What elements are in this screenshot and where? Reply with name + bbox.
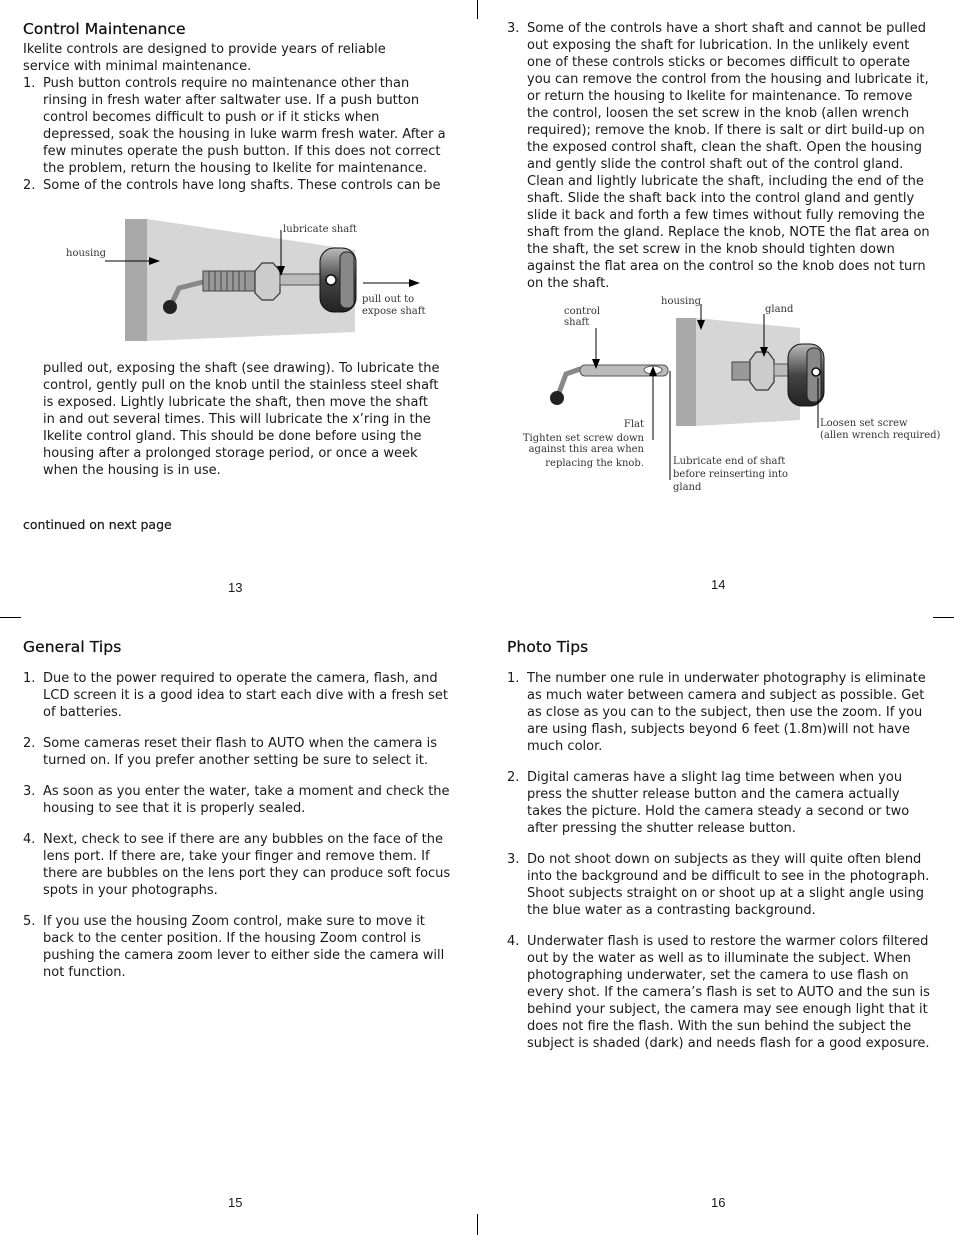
long-shaft-diagram [55, 210, 435, 345]
label-pull-out-1: pull out to [362, 294, 415, 305]
list-item: 3. Do not shoot down on subjects as they will quite often blend into the background and be difficult to see in the photograph. Shoot subjects straight on or shoot up at a slight angle using the blue water as a contrasting background. [507, 852, 930, 918]
list-item: 1. Push button controls require no maintenance other than rinsing in fresh water after saltwater use. If a push button control becomes difficult to push or if it sticks when depressed, soak the housing in luke warm fresh water. After a few minutes operate the push button. If this does not correct the problem, return the housing to Ikelite for maintenance. [23, 76, 446, 176]
list-item: 1. Due to the power required to operate the camera, flash, and LCD screen it is a good idea to start each dive with a fresh set of batteries. [23, 671, 448, 720]
continued-note: continued on next page [23, 517, 172, 532]
label-pull-out-2: expose shaft [362, 306, 426, 317]
label-housing: housing [661, 296, 702, 307]
label-lubricate-2: before reinserting into [673, 469, 788, 480]
knob-ring [340, 252, 354, 308]
label-tighten-3: replacing the knob. [545, 458, 644, 469]
page-number: 16 [711, 1195, 726, 1210]
lever-ball [550, 391, 564, 405]
label-control-shaft-1: control [564, 306, 601, 317]
gland-thread [732, 362, 752, 380]
crop-mark-top [477, 0, 478, 19]
list-item: 4. Underwater flash is used to restore the warmer colors filtered out by the water as well as to illuminate the subject. When photographing underwater, set the camera to use flash on every shot. If the camera’s flash is set to AUTO and the sun is behind your subject, the camera may see enough light that it does not fire the flash. With the sun behind the subject the subject is shaded (dark) and needs flash for a good exposure. [507, 934, 930, 1051]
page-title: Control Maintenance [23, 20, 186, 38]
housing-wall-edge [125, 219, 147, 341]
photo-tips-list [507, 670, 932, 1052]
general-tips-list [23, 670, 453, 981]
page-13 [23, 20, 453, 194]
list-item: 2. Some cameras reset their flash to AUTO when the camera is turned on. If you prefer another setting be sure to select it. [23, 736, 437, 768]
label-housing: housing [66, 248, 107, 259]
label-tighten-1: Tighten set screw down [522, 433, 644, 444]
page-title: General Tips [23, 638, 122, 656]
page-number: 13 [228, 580, 243, 595]
short-shaft-diagram [520, 290, 940, 495]
list-item: 1. The number one rule in underwater photography is eliminate as much water between camera and subject as possible. Get as close as you can to the subject, then use the zoom. If you are using flash, subjects beyond 6 feet (1.8m)will not have much color. [507, 671, 926, 754]
page-number: 15 [228, 1195, 243, 1210]
list-item: 2. Some of the controls have long shafts. These controls can be [23, 178, 441, 193]
label-loosen-2: (allen wrench required) [820, 430, 940, 441]
arrow-pull-out [409, 279, 420, 287]
label-lubricate-shaft: lubricate shaft [283, 224, 357, 235]
label-lubricate-3: gland [673, 482, 702, 493]
hex-nut [255, 263, 280, 300]
page-15 [23, 638, 453, 995]
label-flat: Flat [623, 419, 644, 430]
page-14 [507, 20, 932, 292]
housing-wall-edge [676, 318, 696, 426]
crop-mark-bottom [477, 1214, 478, 1235]
page-16 [507, 638, 932, 1066]
list-item: 2. Digital cameras have a slight lag time between when you press the shutter release button and the camera actually takes the picture. Hold the camera steady a second or two after pressing the shutter release button. [507, 770, 910, 836]
threaded-shaft [203, 271, 255, 291]
steel-shaft [280, 274, 322, 285]
list-item: 5. If you use the housing Zoom control, make sure to move it back to the center position. If the housing Zoom control is pushing the camera zoom lever to either side the camera will not function. [23, 914, 445, 980]
set-screw [326, 275, 336, 285]
label-tighten-2: against this area when [528, 444, 644, 455]
continued-paragraph: pulled out, exposing the shaft (see drawing). To lubricate the control, gently pull on the knob until the stainless steel shaft is exposed. Lightly lubricate the shaft, then move the shaft in and out several times. This will lubricate the x’ring in the Ikelite control gland. This should be done before using the housing after a prolonged storage period, or once a week when the housing is in use. [43, 361, 440, 478]
label-gland: gland [765, 304, 794, 315]
list-item: 3. Some of the controls have a short shaft and cannot be pulled out exposing the shaft for lubrication. In the unlikely event one of these controls sticks or becomes difficult to operate you can remove the control from the housing and lubricate it, or return the housing to Ikelite for maintenance. To remove the control, loosen the set screw in the knob (allen wrench required); remove the knob. If there is salt or dirt build-up on the exposed control shaft, clean the shaft. Open the housing and gently slide the control shaft out of the control gland. Clean and lightly lubricate the shaft, including the end of the shaft. Slide the shaft back into the control gland and gently slide it back and forth a few times without fully removing the shaft from the gland. Replace the knob, NOTE the flat area on the shaft, the set screw in the knob should tighten down against the flat area on the control so the knob does not turn on the shaft. [507, 21, 930, 291]
list-item: 4. Next, check to see if there are any bubbles on the face of the lens port. If there are, take your finger and remove them. If there are bubbles on the lens port they can produce soft focus spots in your photographs. [23, 832, 451, 898]
crop-mark-right [933, 617, 954, 618]
page-title: Photo Tips [507, 638, 589, 656]
maintenance-list-continued [507, 20, 932, 292]
label-lubricate-1: Lubricate end of shaft [673, 456, 786, 467]
maintenance-list [23, 75, 453, 194]
crop-mark-left [0, 617, 21, 618]
intro-paragraph: Ikelite controls are designed to provide years of reliable service with minimal maintenance. [23, 42, 386, 74]
label-loosen-1: Loosen set screw [820, 418, 908, 429]
list-item: 3. As soon as you enter the water, take a moment and check the housing to see that it is properly sealed. [23, 784, 450, 816]
lever-ball [163, 300, 177, 314]
label-control-shaft-2: shaft [564, 317, 590, 328]
page-number: 14 [711, 577, 726, 592]
gland-nut [750, 352, 774, 390]
set-screw [812, 368, 820, 376]
